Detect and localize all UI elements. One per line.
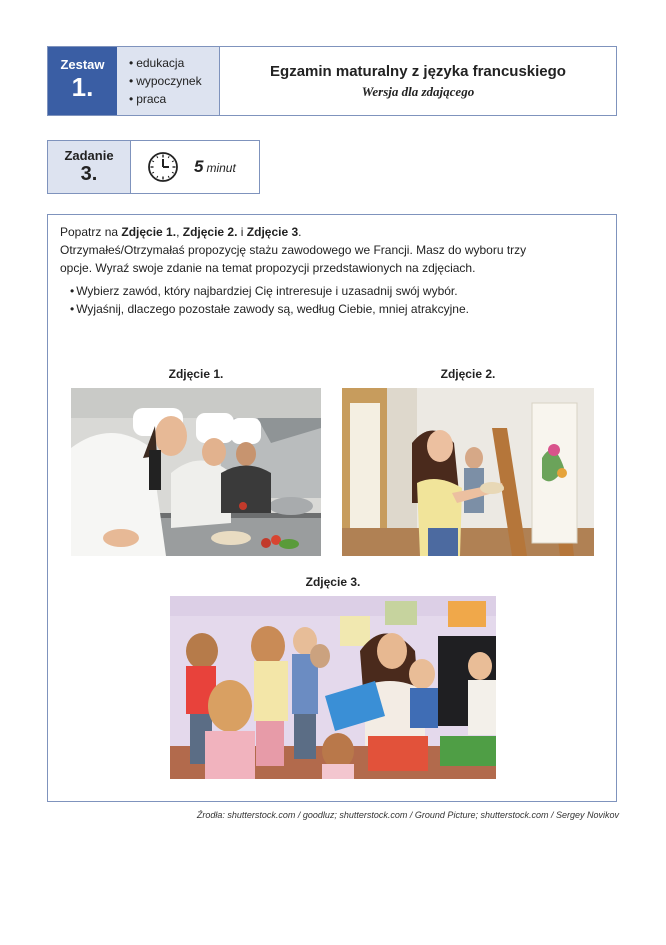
exam-title-block xyxy=(220,47,616,115)
topic-item: • praca xyxy=(129,90,219,108)
exam-header xyxy=(47,46,617,116)
instruction-line: opcje. Wyraź swoje zdanie na temat propozycji przedstawionych na zdjęciach. xyxy=(60,261,476,275)
topics-list xyxy=(117,47,220,115)
exam-title: Egzamin maturalny z języka francuskiego xyxy=(270,63,566,80)
photo-ref-1: Zdjęcie 1. xyxy=(121,225,177,239)
clock-icon xyxy=(147,151,179,183)
photo-painter xyxy=(342,388,594,556)
photo-caption: Zdjęcie 1. xyxy=(168,367,224,381)
photo-ref-2: Zdjęcie 2. xyxy=(182,225,238,239)
topic-item: • wypoczynek xyxy=(129,72,219,90)
task-content-box xyxy=(47,214,617,802)
instruction-intro xyxy=(60,223,302,241)
photo-caption: Zdjęcie 2. xyxy=(440,367,496,381)
time-unit: minut xyxy=(206,161,236,175)
period: . xyxy=(298,225,302,239)
photo-kindergarten xyxy=(170,596,496,779)
set-badge xyxy=(48,47,117,115)
exam-subtitle: Wersja dla zdającego xyxy=(361,84,475,99)
image-source-credit: Źrodła: shutterstock.com / goodluz; shutterstock.com / Ground Picture; shutterstock.com / Sergey Novikov xyxy=(196,810,619,820)
task-number-block xyxy=(48,141,131,193)
instruction-bullet: • Wyjaśnij, dlaczego pozostałe zawody są, według Ciebie, mniej atrakcyjne. xyxy=(70,300,469,318)
instruction-bullet: • Wybierz zawód, który najbardziej Cię intreresuje i uzasadnij swój wybór. xyxy=(70,282,458,300)
intro-text: Popatrz na xyxy=(60,225,122,239)
photo-chefs xyxy=(71,388,321,556)
task-label: Zadanie xyxy=(64,148,114,163)
set-label: Zestaw xyxy=(60,57,105,72)
separator: , xyxy=(176,225,183,239)
set-number: 1. xyxy=(71,72,94,102)
instruction-line: Otrzymałeś/Otrzymałaś propozycję stażu zawodowego we Francji. Masz do wyboru trzy xyxy=(60,243,527,257)
photo-ref-3: Zdjęcie 3 xyxy=(246,225,299,239)
photo-caption: Zdjęcie 3. xyxy=(305,575,361,589)
time-value: 5 xyxy=(194,157,204,176)
task-number: 3. xyxy=(80,163,98,185)
task-badge xyxy=(47,140,260,194)
topic-item: • edukacja xyxy=(129,54,219,72)
separator: i xyxy=(237,225,247,239)
time-limit xyxy=(194,157,236,177)
